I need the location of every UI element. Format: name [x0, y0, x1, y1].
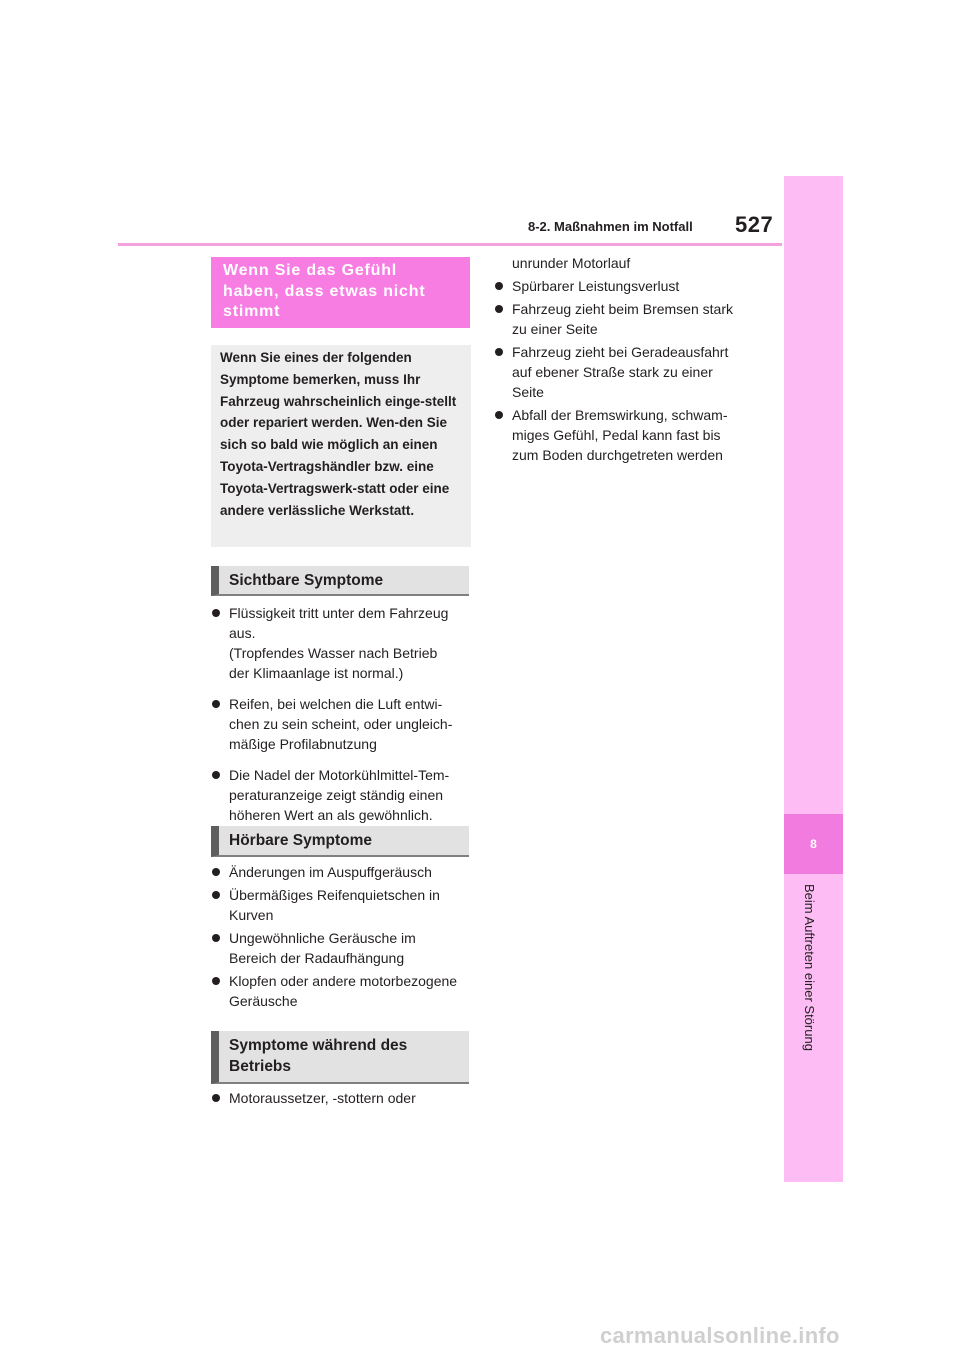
list-item: Flüssigkeit tritt unter dem Fahrzeug aus. (Tropfendes Wasser nach Betrieb der Klimaanlage ist normal.)	[211, 603, 473, 683]
notice-body: Wenn Sie eines der folgenden Symptome bemerken, muss Ihr Fahrzeug wahrscheinlich einge-stellt oder repariert werden. Wen-den Sie sich so bald wie möglich an einen Toyota-Vertragshändler bzw. eine Toyota-Vertragswerk-statt oder eine andere verlässliche Werkstatt.	[211, 345, 471, 547]
bullet-icon	[212, 934, 220, 942]
chapter-number-box	[784, 814, 843, 874]
list-item: Fahrzeug zieht bei Geradeausfahrt auf ebener Straße stark zu einer Seite	[494, 342, 756, 402]
visible-symptoms-list	[211, 603, 473, 825]
watermark: carmanualsonline.info	[600, 1323, 840, 1348]
bullet-icon	[495, 411, 503, 419]
list-item: Klopfen oder andere motorbezogene Geräusche	[211, 971, 473, 1011]
list-item: Fahrzeug zieht beim Bremsen stark zu einer Seite	[494, 299, 756, 339]
list-item: Änderungen im Auspuffgeräusch	[211, 862, 473, 882]
list-item: Reifen, bei welchen die Luft entwi- chen zu sein scheint, oder ungleich- mäßige Profilabnutzung	[211, 694, 473, 754]
heading-operation-symptoms: Symptome während des Betriebs	[211, 1031, 469, 1084]
list-item: Abfall der Bremswirkung, schwam- miges Gefühl, Pedal kann fast bis zum Boden durchgetreten werden	[494, 405, 756, 465]
list-item: Ungewöhnliche Geräusche im Bereich der Radaufhängung	[211, 928, 473, 968]
header-rule	[118, 243, 782, 246]
operation-symptoms-list-continued	[494, 276, 756, 465]
bullet-icon	[212, 868, 220, 876]
heading-audible-symptoms: Hörbare Symptome	[211, 826, 469, 857]
bullet-icon	[212, 609, 220, 617]
list-item: Motoraussetzer, -stottern oder	[211, 1088, 473, 1108]
chapter-number: 8	[810, 837, 817, 851]
list-item-continuation: unrunder Motorlauf	[512, 255, 631, 271]
bullet-icon	[495, 348, 503, 356]
section-title: 8-2. Maßnahmen im Notfall	[528, 219, 693, 234]
bullet-icon	[212, 700, 220, 708]
bullet-icon	[495, 305, 503, 313]
bullet-icon	[495, 282, 503, 290]
list-item: Die Nadel der Motorkühlmittel-Tem- peraturanzeige zeigt ständig einen höheren Wert an als gewöhnlich.	[211, 765, 473, 825]
operation-symptoms-list	[211, 1088, 473, 1108]
chapter-label: Beim Auftreten einer Störung	[802, 884, 817, 1051]
notice-title: Wenn Sie das Gefühl haben, dass etwas nicht stimmt	[211, 257, 470, 328]
operation-symptoms-continued	[494, 253, 756, 465]
page-number: 527	[735, 212, 774, 237]
bullet-icon	[212, 891, 220, 899]
bullet-icon	[212, 771, 220, 779]
audible-symptoms-list	[211, 862, 473, 1011]
list-item: Spürbarer Leistungsverlust	[494, 276, 756, 296]
bullet-icon	[212, 1094, 220, 1102]
list-item: Übermäßiges Reifenquietschen in Kurven	[211, 885, 473, 925]
heading-visible-symptoms: Sichtbare Symptome	[211, 566, 469, 596]
bullet-icon	[212, 977, 220, 985]
